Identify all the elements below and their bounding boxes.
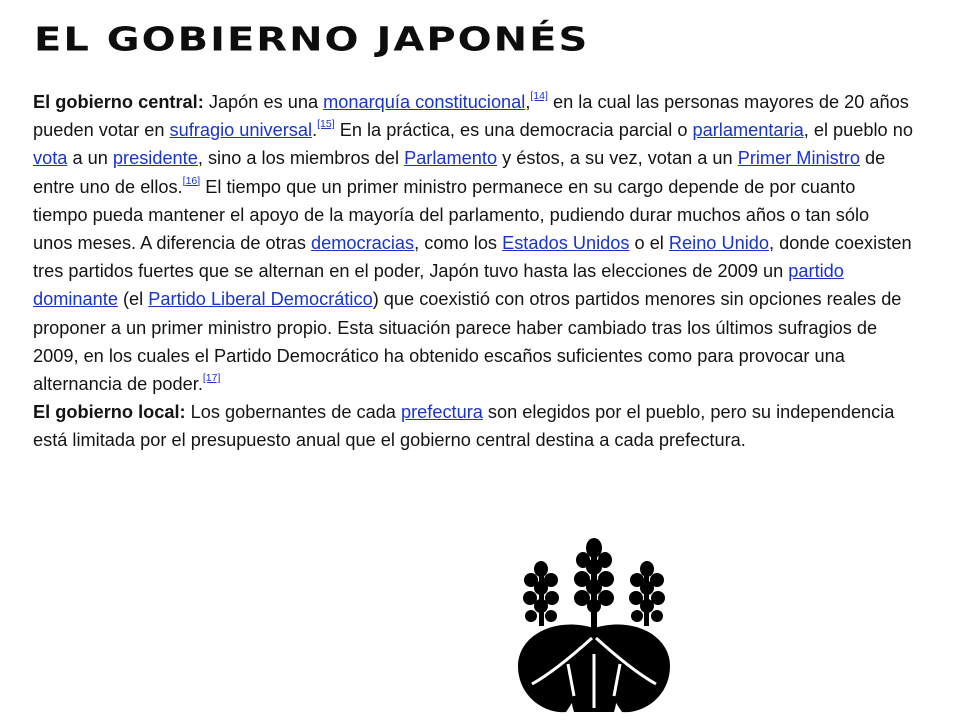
reference-link-16[interactable]: [16] <box>182 174 201 187</box>
paragraph-local-government: El gobierno local: Los gobernantes de cada prefectura son elegidos por el pueblo, pero su independencia está limitada por el presupuesto anual que el gobierno central destina a cada prefectura. <box>33 402 895 451</box>
paragraph-central-government: El gobierno central: Japón es una monarquía constitucional,[14] en la cual las personas mayores de 20 años pueden votar en sufragio universal.[15] En la práctica, es una democracia parcial o parlamentaria, el pueblo no vota a un presidente, sino a los miembros del Parlamento y éstos, a su vez, votan a un Primer Ministro de entre uno de ellos.[16] El tiempo que un primer ministro permanece en su cargo depende de por cuanto tiempo pueda mantener el apoyo de la mayoría del parlamento, pudiendo durar muchos años o tan sólo unos meses. A diferencia de otras democracias, como los Estados Unidos o el Reino Unido, donde coexisten tres partidos fuertes que se alternan en el poder, Japón tuvo hasta las elecciones de 2009 un partido dominante (el Partido Liberal Democrático) que coexistió con otros partidos menores sin opciones reales de proponer a un primer ministro propio. Esta situación parece haber cambiado tras los últimos sufragios de 2009, en los cuales el Partido Democrático ha obtenido escaños suficientes como para provocar una alternancia de poder.[17] <box>33 90 913 395</box>
paulownia-emblem <box>514 536 674 716</box>
link-estados-unidos[interactable]: Estados Unidos <box>502 233 630 254</box>
paragraph-label: El gobierno central: <box>33 92 204 112</box>
link-monarquia-constitucional[interactable]: monarquía constitucional <box>323 92 526 112</box>
link-sufragio-universal[interactable]: sufragio universal <box>169 120 313 141</box>
link-partido-dominante[interactable]: partido dominante <box>33 261 844 310</box>
content-body <box>33 88 913 455</box>
link-parlamentaria[interactable]: parlamentaria <box>692 120 804 141</box>
reference-link-15[interactable]: [15] <box>317 118 335 131</box>
link-parlamento[interactable]: Parlamento <box>404 148 498 169</box>
link-prefectura[interactable]: prefectura <box>400 402 483 423</box>
link-democracias[interactable]: democracias <box>311 233 415 254</box>
link-reino-unido[interactable]: Reino Unido <box>668 233 769 254</box>
link-presidente[interactable]: presidente <box>112 148 198 169</box>
link-primer-ministro[interactable]: Primer Ministro <box>737 148 860 169</box>
reference-link-17[interactable]: [17] <box>202 372 221 385</box>
link-vota[interactable]: vota <box>33 148 68 169</box>
paragraph-label: El gobierno local: <box>33 402 186 423</box>
page-title: EL GOBIERNO JAPONÉS <box>34 21 590 59</box>
reference-link-14[interactable]: [14] <box>530 90 548 102</box>
link-partido-liberal-democratico[interactable]: Partido Liberal Democrático <box>148 289 373 310</box>
